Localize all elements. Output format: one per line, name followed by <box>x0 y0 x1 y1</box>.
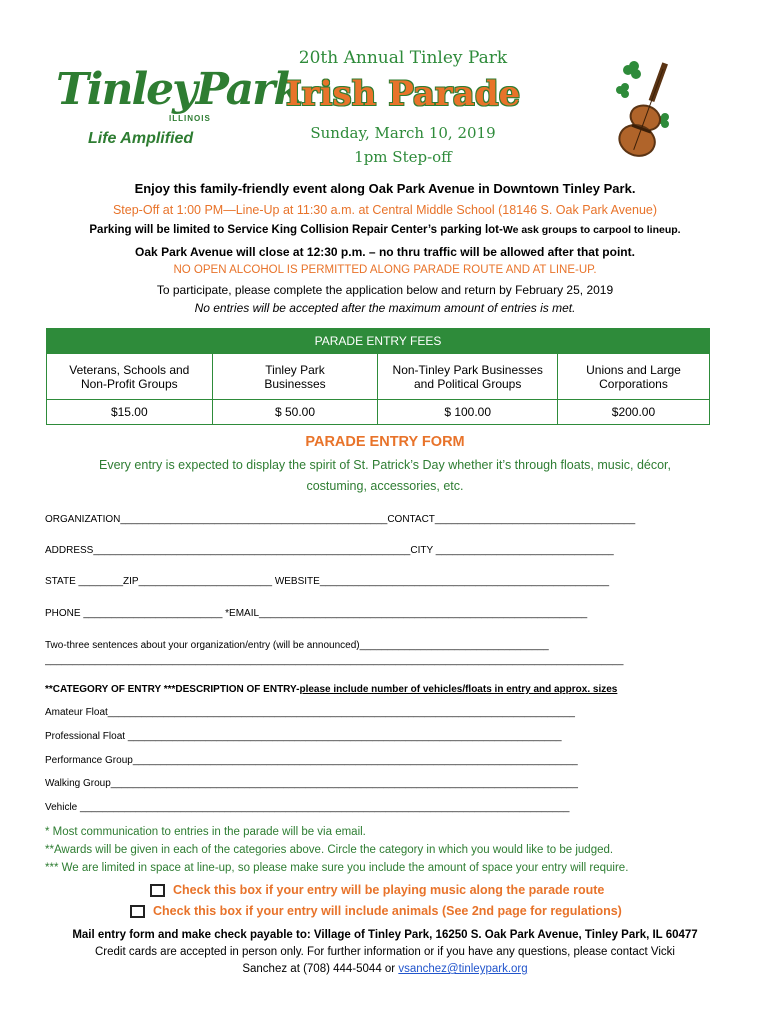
category-amateur-float[interactable]: Amateur Float____________________________________________________________________________________ <box>45 707 575 718</box>
note-email: * Most communication to entries in the parade will be via email. <box>45 826 366 838</box>
form-subtitle-2: costuming, accessories, etc. <box>306 479 464 493</box>
intro-parking-b: We ask groups to carpool to lineup. <box>502 224 681 236</box>
fee-category <box>47 354 213 400</box>
header-time: 1pm Step-off <box>354 148 452 166</box>
intro-alcohol: NO OPEN ALCOHOL IS PERMITTED ALONG PARADE ROUTE AND AT LINE-UP. <box>173 264 597 276</box>
category-performance-group[interactable]: Performance Group________________________________________________________________________________ <box>45 755 578 766</box>
fee-label: Veterans, Schools and <box>69 362 190 377</box>
category-header <box>45 684 617 695</box>
category-professional-float[interactable]: Professional Float ______________________________________________________________________________ <box>45 731 562 742</box>
mail-instructions: Mail entry form and make check payable to: Village of Tinley Park, 16250 S. Oak Park Avenue, Tinley Park, IL 60477 <box>72 929 698 941</box>
fee-label: Unions and Large <box>586 362 681 377</box>
fee-label: Businesses <box>264 376 326 391</box>
fee-amount: $ 100.00 <box>378 400 558 425</box>
music-checkbox[interactable] <box>150 884 165 897</box>
contact-text: Sanchez at (708) 444-5044 or <box>242 963 396 975</box>
animals-checkbox-row[interactable] <box>130 904 622 918</box>
logo-tagline: Life Amplified <box>88 130 194 147</box>
fee-amount: $15.00 <box>47 400 213 425</box>
intro-parking <box>0 224 770 236</box>
category-walking-group[interactable]: Walking Group____________________________________________________________________________________ <box>45 778 578 789</box>
category-vehicle[interactable]: Vehicle ________________________________________________________________________________________ <box>45 802 570 813</box>
intro-parking-a: Parking will be limited to Service King Collision Repair Center’s parking lot- <box>89 224 503 236</box>
form-title: PARADE ENTRY FORM <box>305 434 465 450</box>
credit-card-note: Credit cards are accepted in person only. For further information or if you have any questions, please contact Vicki <box>95 946 675 958</box>
fee-amount: $ 50.00 <box>212 400 378 425</box>
intro-max-entries: No entries will be accepted after the maximum amount of entries is met. <box>194 301 576 315</box>
fees-title: PARADE ENTRY FEES <box>47 329 710 354</box>
phone-email-field[interactable]: PHONE _________________________ *EMAIL___________________________________________________________ <box>45 608 588 619</box>
contact-email-link[interactable]: vsanchez@tinleypark.org <box>398 963 528 975</box>
animals-checkbox[interactable] <box>130 905 145 918</box>
intro-line1: Enjoy this family-friendly event along Oak Park Avenue in Downtown Tinley Park. <box>134 181 636 196</box>
about-field[interactable]: Two-three sentences about your organization/entry (will be announced)__________________________________ <box>45 640 549 651</box>
fee-label: Tinley Park <box>265 362 325 377</box>
fee-label: Non-Profit Groups <box>80 376 178 391</box>
header-title: Irish Parade <box>285 74 521 114</box>
fee-label: and Political Groups <box>413 376 522 391</box>
form-subtitle-1: Every entry is expected to display the spirit of St. Patrick’s Day whether it’s through floats, music, décor, <box>98 458 671 472</box>
music-checkbox-label: Check this box if your entry will be playing music along the parade route <box>173 883 605 897</box>
organization-field[interactable]: ORGANIZATION________________________________________________CONTACT____________________________________ <box>45 514 636 525</box>
logo-wordmark: TinleyPark <box>56 64 302 115</box>
fee-category <box>378 354 558 400</box>
animals-checkbox-label: Check this box if your entry will include animals (See 2nd page for regulations) <box>153 904 622 918</box>
note-awards: **Awards will be given in each of the categories above. Circle the category in which you would like to be judged. <box>45 844 614 856</box>
state-zip-website-field[interactable]: STATE ________ZIP________________________ WEBSITE____________________________________________________ <box>45 576 610 587</box>
tinley-park-logo <box>56 64 302 154</box>
intro-closure: Oak Park Avenue will close at 12:30 p.m. – no thru traffic will be allowed after that point. <box>135 245 635 259</box>
address-field[interactable]: ADDRESS_________________________________________________________CITY ________________________________ <box>45 545 614 556</box>
music-checkbox-row[interactable] <box>150 883 604 897</box>
fee-category <box>557 354 709 400</box>
category-header-a: **CATEGORY OF ENTRY ***DESCRIPTION OF ENTRY- <box>45 684 300 695</box>
category-header-b: please include number of vehicles/floats in entry and approx. sizes <box>299 684 618 695</box>
fee-category <box>212 354 378 400</box>
entry-fees-table <box>46 328 710 425</box>
intro-stepoff: Step-Off at 1:00 PM—Line-Up at 11:30 a.m. at Central Middle School (18146 S. Oak Park Avenue) <box>112 203 658 217</box>
header-date: Sunday, March 10, 2019 <box>310 124 496 142</box>
fee-label: Non-Tinley Park Businesses <box>392 362 543 377</box>
fee-label: Corporations <box>599 376 668 391</box>
contact-line <box>0 963 770 975</box>
note-space: *** We are limited in space at line-up, so please make sure you include the amount of space your entry will require. <box>45 862 629 874</box>
fee-amount: $200.00 <box>557 400 709 425</box>
intro-deadline: To participate, please complete the application below and return by February 25, 2019 <box>156 283 614 297</box>
about-field-line[interactable]: ________________________________________________________________________________________________________ <box>45 655 624 666</box>
fiddle-shamrock-icon <box>606 56 680 166</box>
header-line1: 20th Annual Tinley Park <box>298 48 508 68</box>
logo-state: ILLINOIS <box>169 114 211 123</box>
